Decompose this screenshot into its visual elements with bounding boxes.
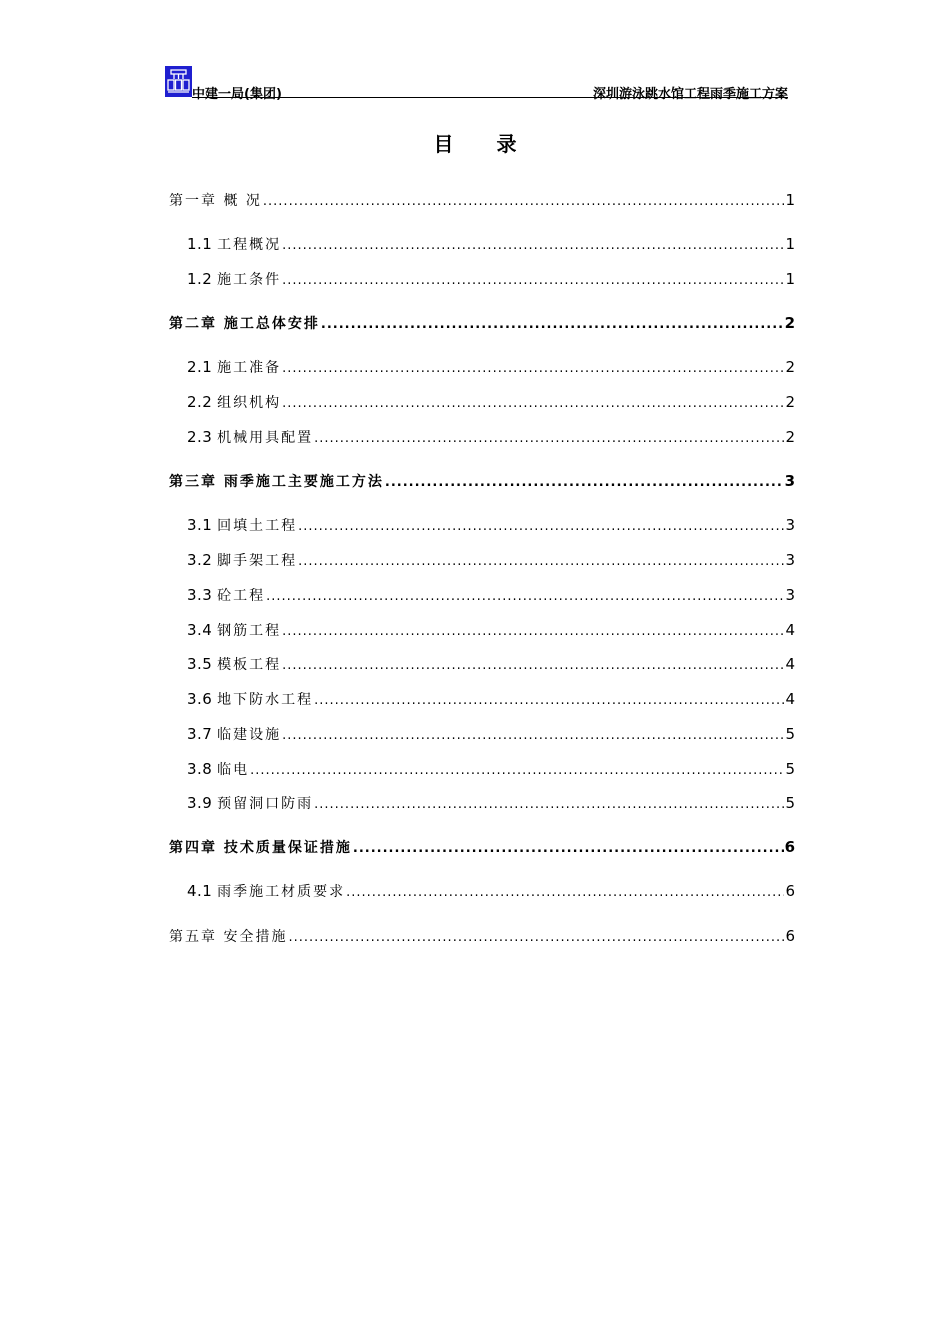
company-name: 中建一局(集团) (192, 87, 282, 102)
toc-section-4-1[interactable] (187, 881, 795, 903)
toc-leader (250, 763, 784, 778)
toc-leader (282, 396, 784, 411)
toc-entry-number: 1.1 (187, 235, 213, 253)
toc-page-number: 4 (785, 655, 795, 673)
toc-entry-label: 施工准备 (217, 360, 282, 376)
toc-entry-number: 3.2 (187, 551, 213, 569)
toc-section-3-6[interactable] (187, 689, 795, 711)
toc-entry-number: 4.1 (187, 882, 213, 900)
toc-entry-label: 第一章 概 况 (169, 193, 262, 209)
toc-chapter-1[interactable] (169, 190, 795, 212)
project-name: 深圳游泳跳水馆工程雨季施工方案 (592, 87, 788, 102)
toc-entry-label: 施工条件 (217, 272, 282, 288)
toc-page-number: 5 (785, 725, 795, 743)
toc-leader (282, 624, 784, 639)
toc-leader (298, 554, 784, 569)
header-rule (192, 97, 788, 98)
toc-leader (282, 238, 784, 253)
toc-leader (346, 885, 784, 900)
toc-leader (266, 589, 784, 604)
toc-leader (282, 361, 784, 376)
toc-section-3-8[interactable] (187, 759, 795, 781)
toc-leader (385, 475, 784, 490)
toc-page-number: 2 (785, 393, 795, 411)
toc-entry-number: 2.3 (187, 428, 213, 446)
toc-page-number: 3 (785, 516, 795, 534)
toc-chapter-5[interactable] (169, 926, 795, 948)
toc-entry-label: 雨季施工材质要求 (217, 884, 346, 900)
toc-entry-number: 3.1 (187, 516, 213, 534)
toc-section-3-7[interactable] (187, 724, 795, 746)
toc-page-number: 4 (785, 690, 795, 708)
toc-page-number: 6 (785, 882, 795, 900)
toc-entry-label: 第二章 施工总体安排 (169, 316, 320, 332)
toc-section-3-9[interactable] (187, 793, 795, 815)
toc-entry-number: 3.8 (187, 760, 213, 778)
toc-entry-number: 2.2 (187, 393, 213, 411)
toc-entry-label: 回填土工程 (217, 518, 298, 534)
toc-entry-label: 预留洞口防雨 (217, 796, 314, 812)
toc-chapter-2[interactable] (169, 313, 795, 335)
toc-entry-number: 1.2 (187, 270, 213, 288)
toc-page-number: 5 (785, 794, 795, 812)
toc-entry-number: 3.7 (187, 725, 213, 743)
toc-entry-label: 第四章 技术质量保证措施 (169, 840, 352, 856)
toc-page-number: 5 (785, 760, 795, 778)
page-header (165, 66, 788, 100)
toc-page-number: 2 (785, 358, 795, 376)
toc-leader (288, 930, 784, 945)
toc-entry-label: 模板工程 (217, 657, 282, 673)
toc-leader (314, 431, 784, 446)
toc-entry-label: 机械用具配置 (217, 430, 314, 446)
toc-entry-label: 临电 (217, 762, 250, 778)
toc-leader (263, 194, 785, 209)
toc-entry-number: 3.6 (187, 690, 213, 708)
toc-entry-label: 钢筋工程 (217, 623, 282, 639)
toc-section-2-2[interactable] (187, 392, 795, 414)
toc-section-3-3[interactable] (187, 585, 795, 607)
toc-page-number: 2 (785, 428, 795, 446)
toc-chapter-3[interactable] (169, 471, 795, 493)
toc-entry-label: 砼工程 (217, 588, 266, 604)
toc-entry-label: 临建设施 (217, 727, 282, 743)
toc-page-number: 3 (785, 586, 795, 604)
toc-entry-label: 组织机构 (217, 395, 282, 411)
toc-page-number: 6 (785, 927, 795, 945)
toc-section-1-2[interactable] (187, 269, 795, 291)
toc-leader (282, 728, 784, 743)
toc-entry-label: 第五章 安全措施 (169, 929, 288, 945)
toc-entry-label: 地下防水工程 (217, 692, 314, 708)
toc-leader (314, 797, 784, 812)
toc-entry-number: 3.5 (187, 655, 213, 673)
toc-page-number: 4 (785, 621, 795, 639)
toc-entry-label: 第三章 雨季施工主要施工方法 (169, 474, 384, 490)
toc-section-2-3[interactable] (187, 427, 795, 449)
toc-page-number: 3 (785, 551, 795, 569)
toc-section-3-1[interactable] (187, 515, 795, 537)
toc-page-number: 1 (785, 270, 795, 288)
toc-section-2-1[interactable] (187, 357, 795, 379)
toc-leader (282, 658, 784, 673)
toc-section-3-2[interactable] (187, 550, 795, 572)
toc-leader (321, 317, 784, 332)
toc-entry-number: 3.9 (187, 794, 213, 812)
company-logo-icon (165, 66, 192, 97)
toc-section-3-5[interactable] (187, 654, 795, 676)
toc-chapter-4[interactable] (169, 837, 795, 859)
toc-leader (282, 273, 784, 288)
toc-leader (353, 841, 784, 856)
toc-section-3-4[interactable] (187, 620, 795, 642)
toc-page-number: 1 (785, 191, 795, 209)
toc-page-number: 2 (784, 314, 795, 332)
toc-leader (314, 693, 784, 708)
toc-entry-label: 工程概况 (217, 237, 282, 253)
toc-entry-label: 脚手架工程 (217, 553, 298, 569)
toc-leader (298, 519, 784, 534)
toc-page-number: 1 (785, 235, 795, 253)
toc-entry-number: 2.1 (187, 358, 213, 376)
toc-section-1-1[interactable] (187, 234, 795, 256)
page-title: 目 录 (433, 132, 535, 156)
toc-entry-number: 3.4 (187, 621, 213, 639)
toc-page-number: 3 (784, 472, 795, 490)
toc-entry-number: 3.3 (187, 586, 213, 604)
toc-page-number: 6 (784, 838, 795, 856)
